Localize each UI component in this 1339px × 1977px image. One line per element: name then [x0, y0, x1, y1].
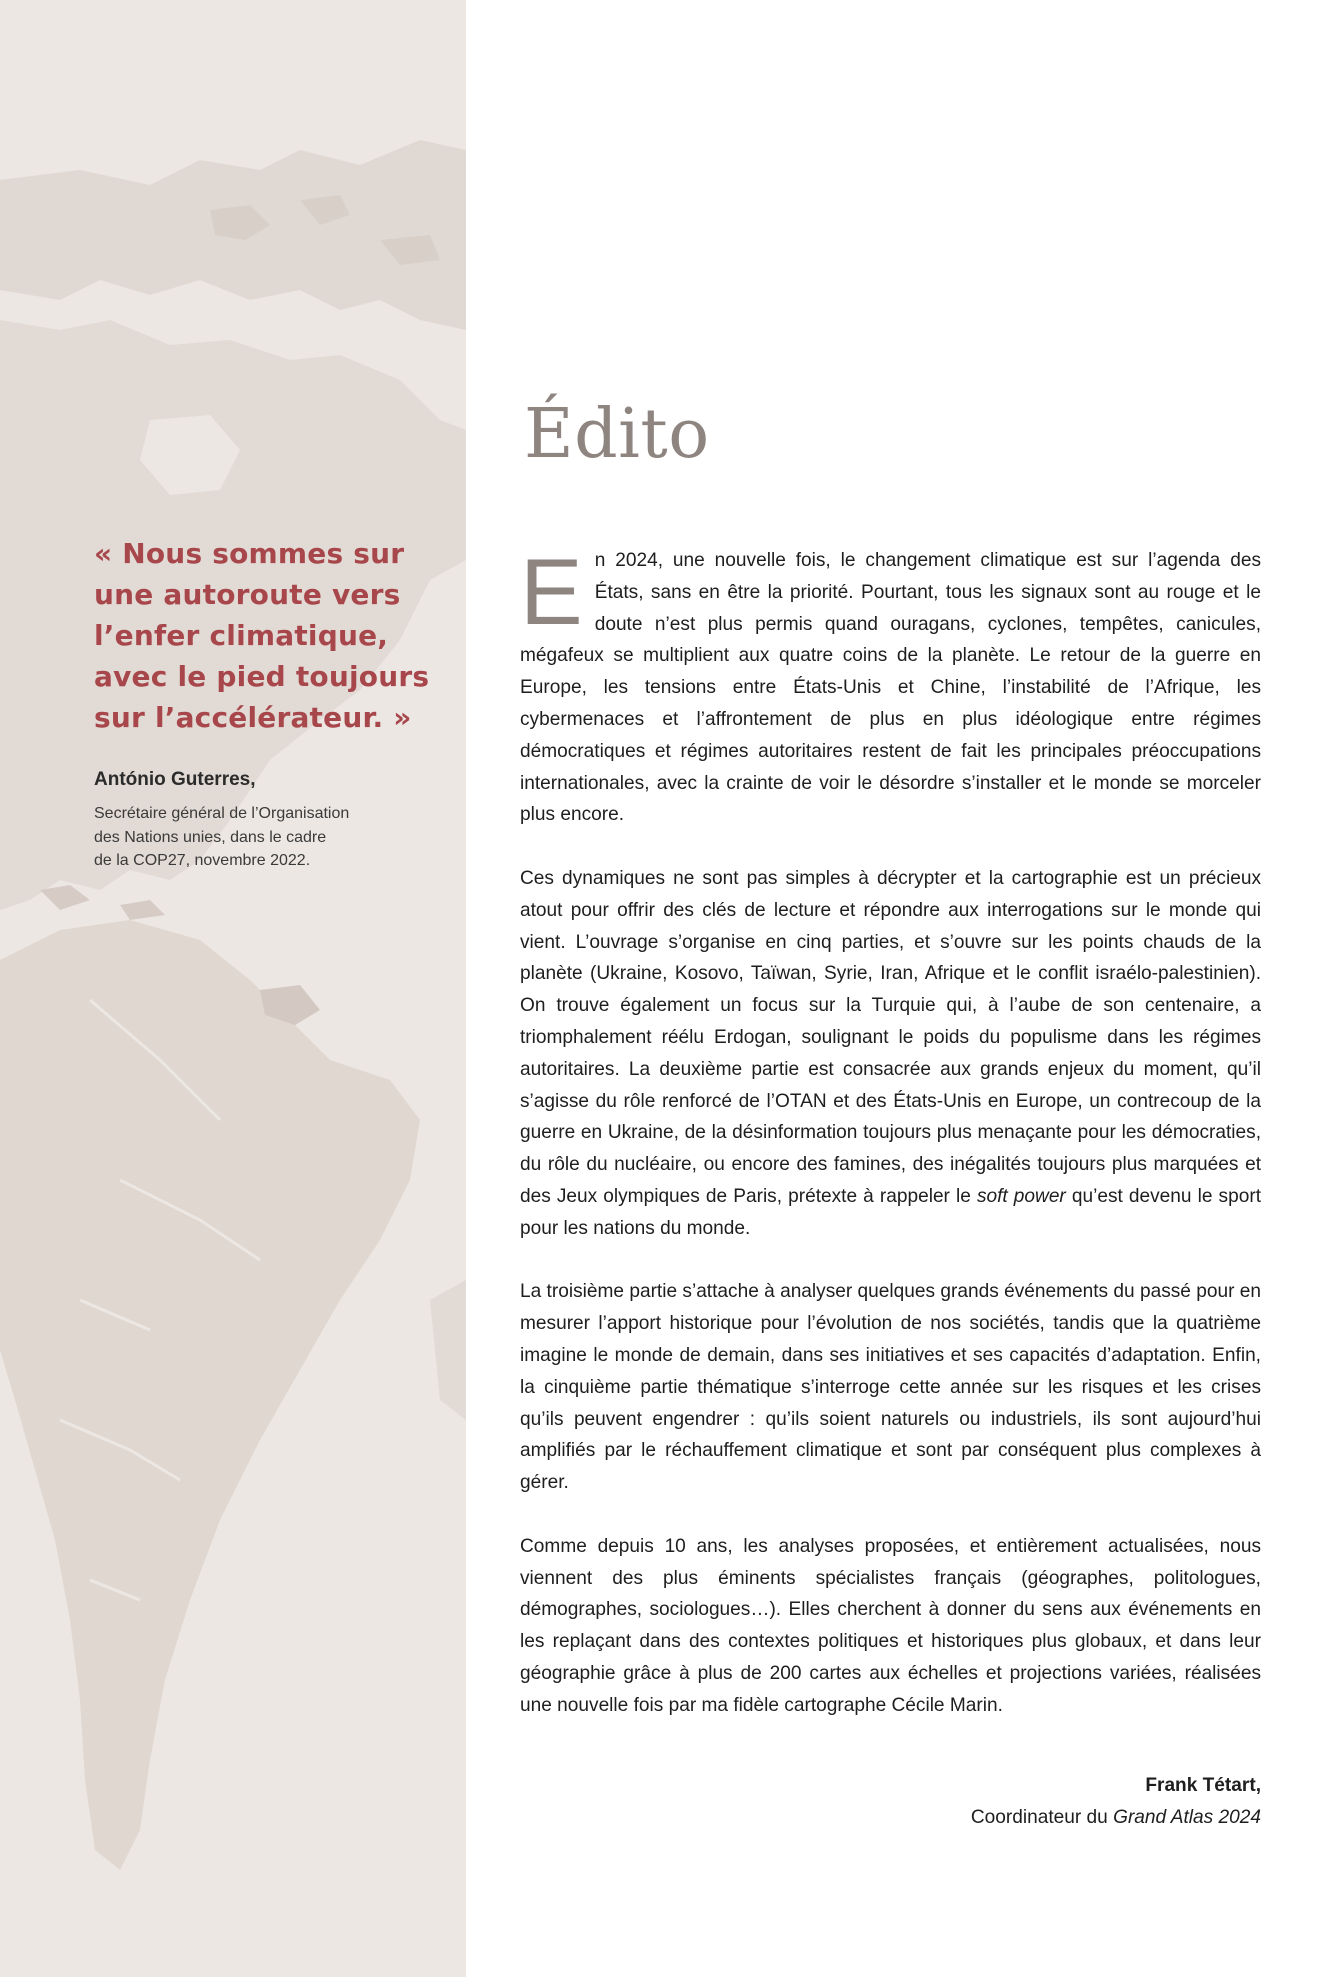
signature-block — [971, 1770, 1261, 1834]
quote-author-role — [94, 802, 424, 873]
article-paragraph — [520, 539, 1261, 831]
quote-line: l’enfer climatique, — [94, 619, 389, 652]
signature-name: Frank Tétart, — [1145, 1775, 1261, 1796]
drop-cap: E — [520, 539, 583, 644]
signature-role-prefix: Coordinateur du — [970, 1806, 1114, 1828]
quote-line: une autoroute vers — [94, 578, 401, 611]
quote-author-name: António Guterres, — [94, 769, 256, 790]
paragraph-text: qu’est devenu le sport pour les nations du monde. — [520, 1185, 1261, 1239]
article-paragraph — [520, 863, 1261, 1245]
pull-quote — [94, 533, 434, 738]
article-paragraph: La troisième partie s’attache à analyser quelques grands événements du passé pour en mesurer l’apport historique pour l’évolution de nos sociétés, tandis que la quatrième imagine le monde de demain, dans ses initiatives et ses capacités d’adaptation. Enfin, la cinquième partie thématique s’interroge cette année sur les risques et les crises qu’ils peuvent engendrer : qu’ils soient naturels ou industriels, ils sont aujourd’hui amplifiés par le réchauffement climatique et sont par conséquent plus complexes à gérer. — [520, 1281, 1261, 1494]
quote-author-role-line: Secrétaire général de l’Organisation — [94, 805, 350, 822]
signature-role — [971, 1802, 1261, 1834]
quote-author-role-line: de la COP27, novembre 2022. — [94, 852, 311, 869]
quote-line: sur l’accélérateur. » — [94, 701, 412, 734]
page-title: Édito — [524, 395, 710, 474]
paragraph-text: Ces dynamiques ne sont pas simples à décrypter et la cartographie est un précieux atout pour offrir des clés de lecture et répondre aux interrogations sur le monde qui vient. L’ouvrage s’organise en cinq parties, et s’ouvre sur les points chauds de la planète (Ukraine, Kosovo, Taïwan, Syrie, Iran, Afrique et le conflit israélo-palestinien). On trouve également un focus sur la Turquie qui, à l’aube de son centenaire, a triomphalement réélu Erdogan, soulignant le poids du populisme dans les régimes autoritaires. La deuxième partie est consacrée aux grands enjeux du moment, qu’il s’agisse du rôle renforcé de l’OTAN et des États-Unis en Europe, un contrecoup de la guerre en Ukraine, de la désinformation toujours plus menaçante pour les démocraties, du rôle du nucléaire, ou encore des famines, des inégalités toujours plus marquées et des Jeux olympiques de Paris, prétexte à rappeler le — [520, 867, 1261, 1207]
paragraph-italic-text: soft power — [976, 1185, 1066, 1207]
map-land-south-america — [0, 920, 420, 1870]
quote-line: « Nous sommes sur — [94, 537, 405, 570]
paragraph-text: n 2024, une nouvelle fois, le changement climatique est sur l’agenda des États, sans en être la priorité. Pourtant, tous les signaux sont au rouge et le doute n’est plus permis quand ouragans, cyclones, tempêtes, canicules, mégafeux se multiplient aux quatre coins de la planète. Le retour de la guerre en Europe, les tensions entre États-Unis et Chine, l’instabilité de l’Afrique, les cybermenaces et l’affrontement de plus en plus idéologique entre régimes démocratiques et régimes autoritaires restent de fait les principales préoccupations internationales, avec la crainte de voir le désordre s’installer et le monde se morceler plus encore. — [520, 550, 1261, 826]
article-body — [520, 539, 1261, 1753]
quote-line: avec le pied toujours — [94, 660, 430, 693]
signature-role-title: Grand Atlas 2024 — [1113, 1806, 1261, 1828]
world-map-background — [0, 0, 466, 1977]
article-paragraph: Comme depuis 10 ans, les analyses proposées, et entièrement actualisées, nous viennent des plus éminents spécialistes français (géographes, politologues, démographes, sociologues…). Elles cherchent à donner du sens aux événements en les replaçant dans des contextes politiques et historiques plus globaux, et dans leur géographie grâce à plus de 200 cartes aux échelles et projections variées, réalisées une nouvelle fois par ma fidèle cartographe Cécile Marin. — [520, 1535, 1261, 1716]
quote-author-role-line: des Nations unies, dans le cadre — [94, 828, 327, 846]
map-land-caribbean — [40, 885, 165, 920]
sidebar-panel — [0, 0, 466, 1977]
map-land-africa-edge — [430, 1280, 466, 1420]
